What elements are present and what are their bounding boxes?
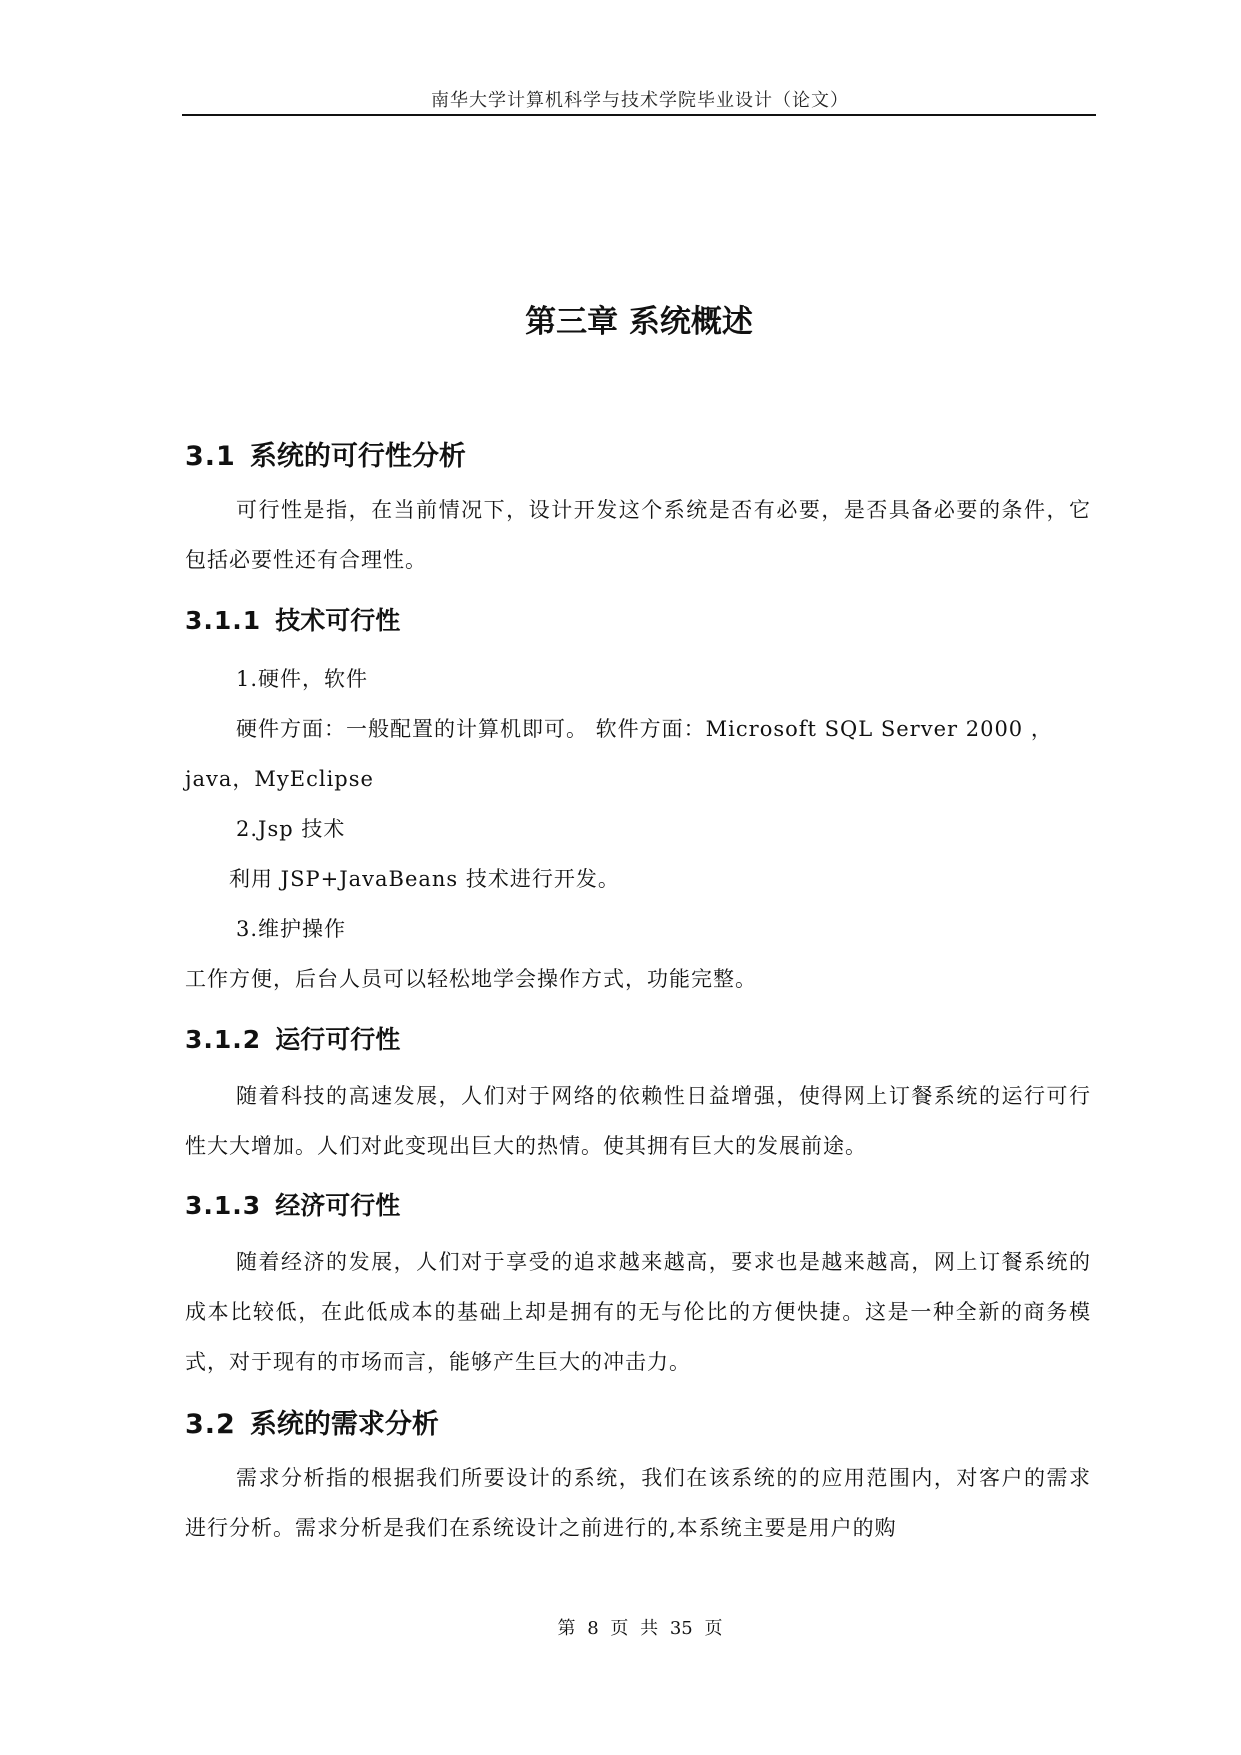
section-heading-3-1-3 (185, 1186, 400, 1222)
section-heading-3-1-1 (185, 601, 400, 637)
section-heading-3-1 (185, 434, 466, 473)
section-number: 3.1.1 (185, 606, 262, 635)
section-number: 3.2 (185, 1409, 236, 1440)
section-title: 技术可行性 (275, 606, 401, 635)
section-title: 运行可行性 (275, 1025, 401, 1054)
text-hardware-software-b: java，MyEclipse (185, 767, 374, 791)
section-number: 3.1.3 (185, 1191, 262, 1220)
paragraph-operational: 随着科技的高速发展，人们对于网络的依赖性日益增强，使得网上订餐系统的运行可行性大大增加。人们对此变现出巨大的热情。使其拥有巨大的发展前途。 (185, 1084, 1091, 1158)
list-item-maintenance: 3.维护操作 (236, 917, 347, 941)
chapter-title: 第三章 系统概述 (525, 304, 753, 340)
section-title: 系统的需求分析 (249, 1409, 439, 1440)
text-hardware-software-a: 硬件方面：一般配置的计算机即可。 软件方面：Microsoft SQL Server 2000 ， (236, 717, 1053, 741)
running-header: 南华大学计算机科学与技术学院毕业设计（论文） (431, 90, 849, 111)
list-item-hardware-software: 1.硬件，软件 (236, 667, 369, 691)
section-title: 经济可行性 (275, 1191, 401, 1220)
section-heading-3-2 (185, 1402, 439, 1441)
section-number: 3.1 (185, 441, 236, 472)
section-heading-3-1-2 (185, 1020, 400, 1056)
section-number: 3.1.2 (185, 1025, 262, 1054)
page-footer: 第 8 页 共 35 页 (557, 1618, 723, 1639)
paragraph-economic: 随着经济的发展，人们对于享受的追求越来越高，要求也是越来越高，网上订餐系统的成本比较低，在此低成本的基础上却是拥有的无与伦比的方便快捷。这是一种全新的商务模式，对于现有的市场而言，能够产生巨大的冲击力。 (185, 1250, 1091, 1374)
text-maintenance: 工作方便，后台人员可以轻松地学会操作方式，功能完整。 (185, 967, 757, 991)
header-rule (182, 114, 1096, 116)
section-title: 系统的可行性分析 (249, 441, 466, 472)
paragraph-feasibility-intro: 可行性是指，在当前情况下，设计开发这个系统是否有必要，是否具备必要的条件，它包括必要性还有合理性。 (185, 498, 1091, 572)
paragraph-requirements: 需求分析指的根据我们所要设计的系统，我们在该系统的的应用范围内，对客户的需求进行分析。需求分析是我们在系统设计之前进行的,本系统主要是用户的购 (185, 1466, 1091, 1540)
text-jsp: 利用 JSP+JavaBeans 技术进行开发。 (229, 867, 620, 891)
list-item-jsp: 2.Jsp 技术 (236, 817, 346, 841)
